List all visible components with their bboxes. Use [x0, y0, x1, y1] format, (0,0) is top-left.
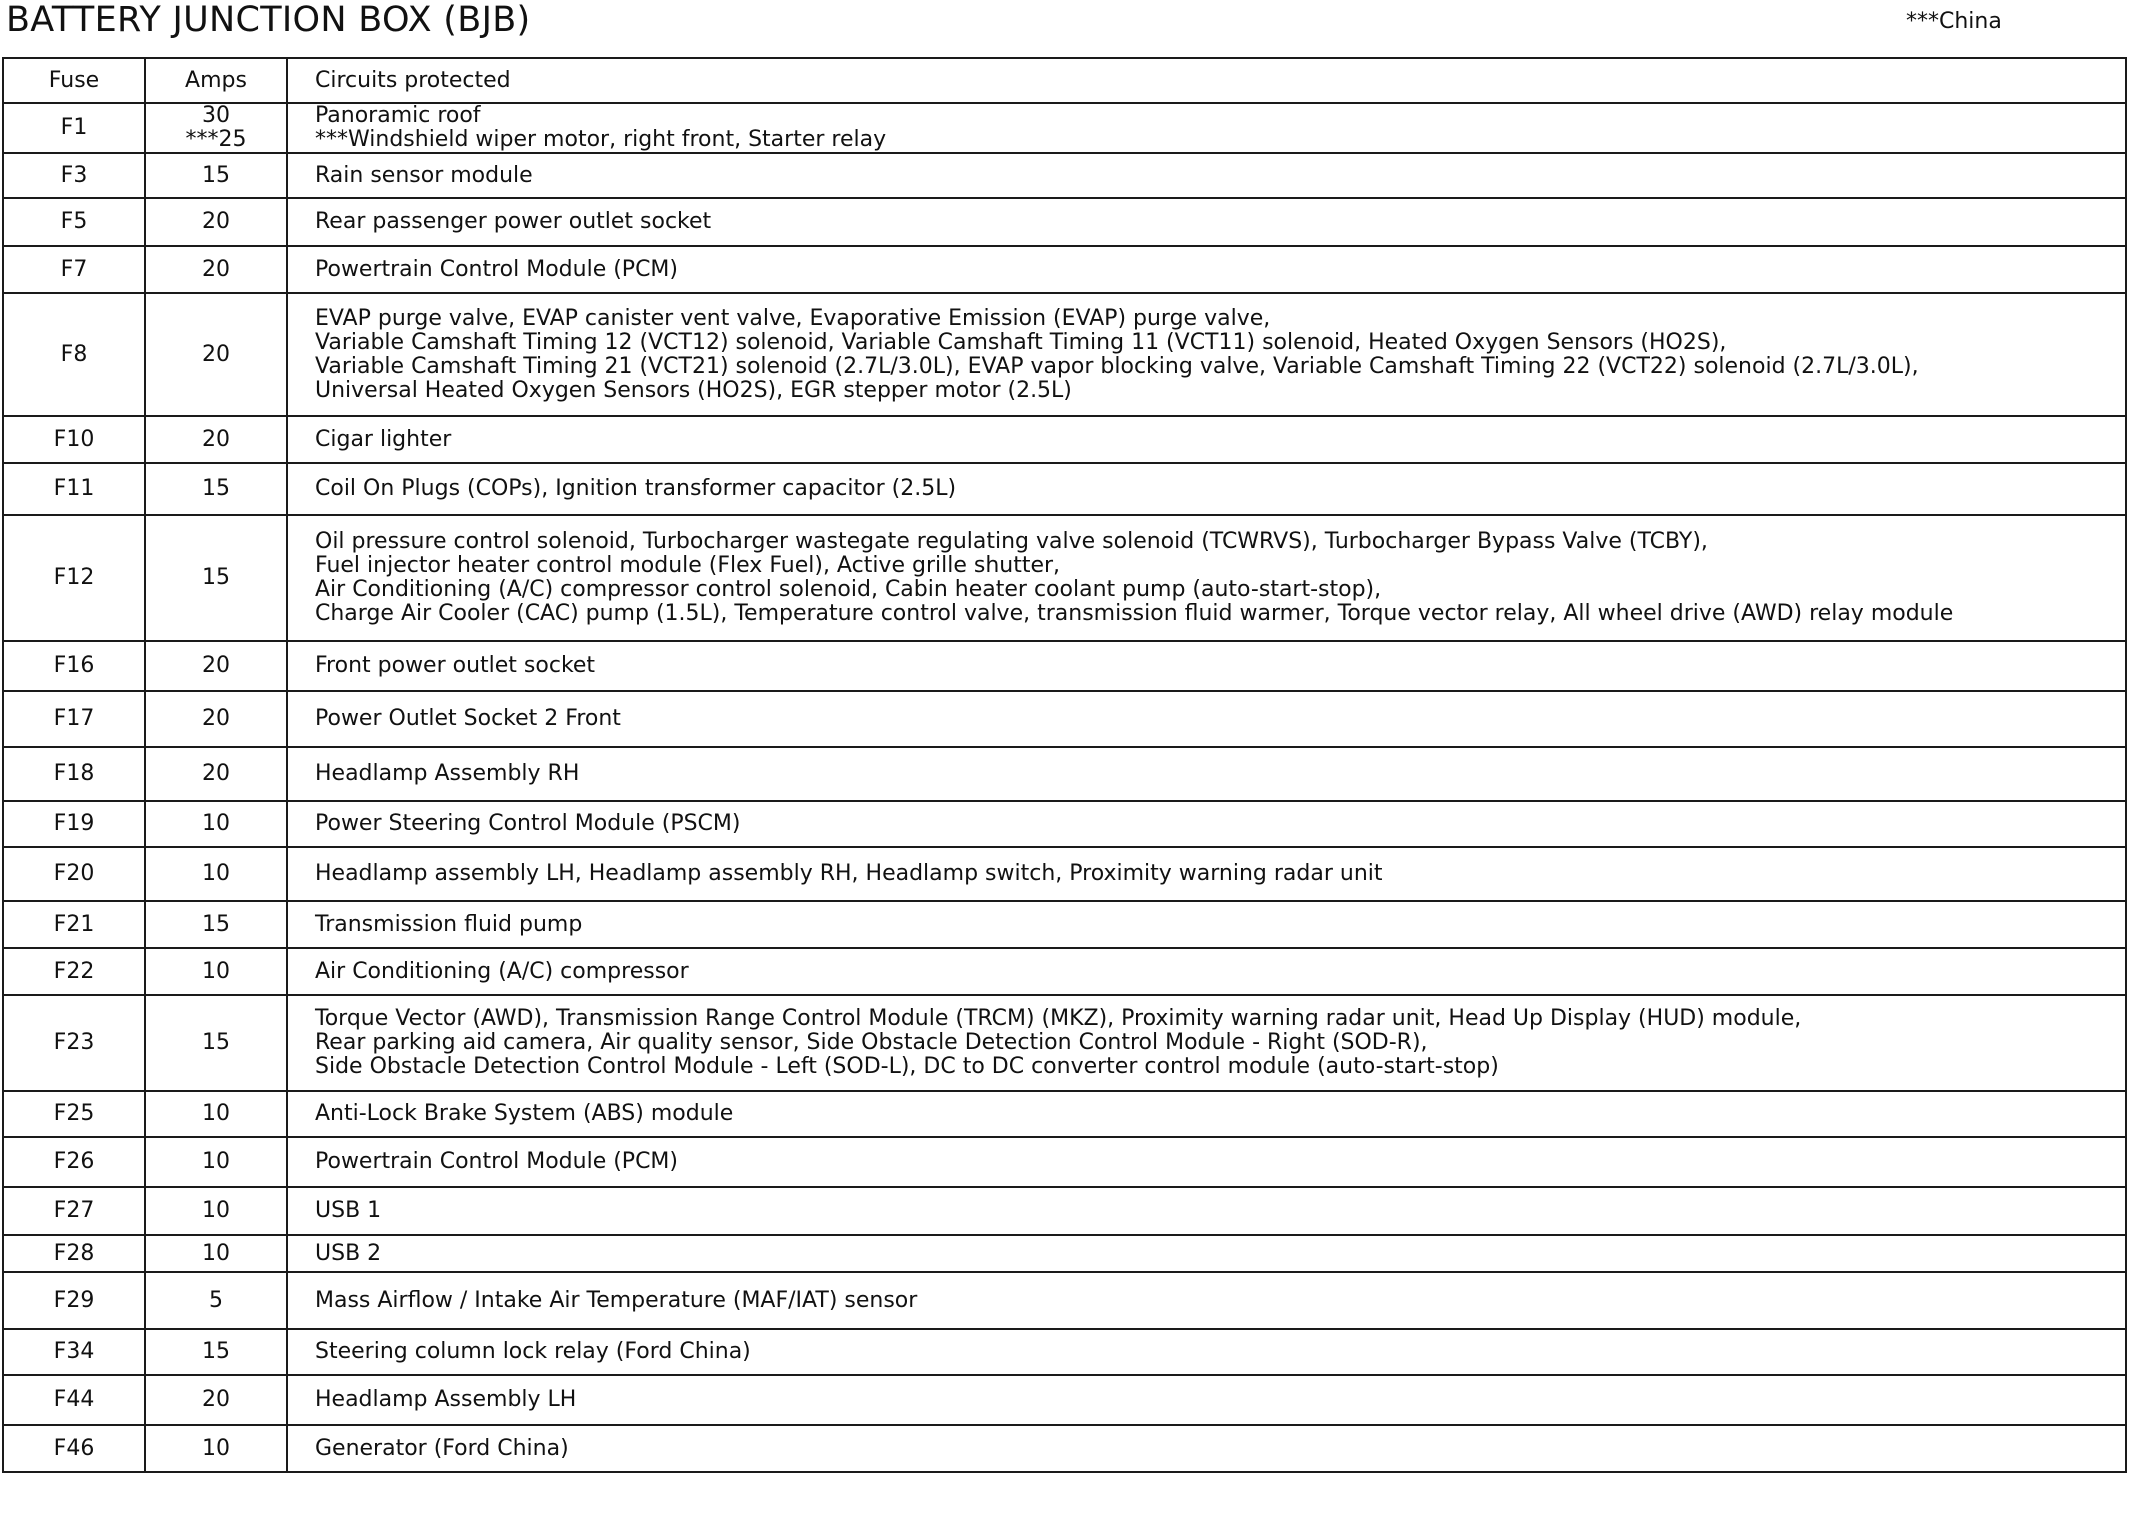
amps-value: 30	[202, 103, 230, 128]
amps-value: 10	[202, 1149, 230, 1174]
table-row	[3, 153, 2126, 198]
amps-value: 20	[202, 761, 230, 786]
amps-value: 15	[202, 162, 230, 188]
amps-value: 10	[202, 958, 230, 984]
circuits-cell	[287, 1375, 2126, 1425]
circuits-cell	[287, 515, 2126, 641]
fuse-cell: F46	[3, 1425, 145, 1472]
circuit-line: Cigar lighter	[315, 426, 452, 452]
fuse-cell: F11	[3, 463, 145, 515]
fuse-cell: F16	[3, 641, 145, 691]
fuse-cell: F8	[3, 293, 145, 416]
fuse-cell: F12	[3, 515, 145, 641]
table-row	[3, 515, 2126, 641]
circuit-line: Universal Heated Oxygen Sensors (HO2S), EGR stepper motor (2.5L)	[315, 377, 1072, 403]
fuse-cell: F19	[3, 801, 145, 847]
amps-cell	[145, 1137, 287, 1187]
table-row	[3, 995, 2126, 1091]
circuit-line: EVAP purge valve, EVAP canister vent valve, Evaporative Emission (EVAP) purge valve,	[315, 305, 1271, 331]
fuse-cell: F28	[3, 1235, 145, 1272]
circuits-cell	[287, 747, 2126, 801]
amps-value: 15	[202, 1339, 230, 1364]
circuit-line: Power Outlet Socket 2 Front	[315, 706, 621, 731]
table-row	[3, 463, 2126, 515]
table-row	[3, 901, 2126, 948]
table-row	[3, 1187, 2126, 1235]
amps-cell	[145, 293, 287, 416]
table-row	[3, 1329, 2126, 1375]
amps-cell	[145, 995, 287, 1091]
amps-cell	[145, 1187, 287, 1235]
circuit-line: Coil On Plugs (COPs), Ignition transformer capacitor (2.5L)	[315, 476, 957, 501]
circuits-cell	[287, 801, 2126, 847]
amps-value: 15	[202, 476, 230, 501]
fuse-cell: F3	[3, 153, 145, 198]
amps-cell	[145, 641, 287, 691]
fuse-cell: F7	[3, 246, 145, 293]
amps-cell	[145, 1235, 287, 1272]
circuits-cell	[287, 463, 2126, 515]
amps-cell	[145, 691, 287, 747]
fuse-rows	[3, 103, 2126, 1472]
amps-cell	[145, 1329, 287, 1375]
circuits-cell	[287, 847, 2126, 901]
amps-value: 10	[202, 1240, 230, 1266]
circuit-line: Torque Vector (AWD), Transmission Range Control Module (TRCM) (MKZ), Proximity warning radar unit, Head Up Display (HUD) module,	[315, 1006, 1802, 1031]
fuse-cell: F26	[3, 1137, 145, 1187]
fuse-cell: F21	[3, 901, 145, 948]
amps-cell	[145, 801, 287, 847]
amps-value: 20	[202, 1387, 230, 1412]
table-row	[3, 246, 2126, 293]
circuits-cell	[287, 1329, 2126, 1375]
circuit-line: Panoramic roof	[315, 103, 481, 128]
fuse-cell: F22	[3, 948, 145, 995]
table-row	[3, 847, 2126, 901]
circuits-cell	[287, 1091, 2126, 1137]
table-row	[3, 293, 2126, 416]
table-row	[3, 1235, 2126, 1272]
amps-value: 15	[202, 1030, 230, 1055]
fuse-cell: F20	[3, 847, 145, 901]
circuits-cell	[287, 1235, 2126, 1272]
circuit-line: Oil pressure control solenoid, Turbocharger wastegate regulating valve solenoid (TCWRVS), Turbocharger Bypass Valve (TCBY),	[315, 529, 1708, 554]
table-row	[3, 948, 2126, 995]
amps-cell	[145, 246, 287, 293]
circuits-cell	[287, 1137, 2126, 1187]
amps-value: 20	[202, 209, 230, 234]
circuit-line: Mass Airflow / Intake Air Temperature (MAF/IAT) sensor	[315, 1287, 918, 1313]
circuits-cell	[287, 641, 2126, 691]
fuse-cell: F1	[3, 103, 145, 153]
amps-value: 10	[202, 861, 230, 886]
table-row	[3, 198, 2126, 246]
amps-cell	[145, 198, 287, 246]
circuit-line: Transmission fluid pump	[315, 911, 583, 937]
circuit-line: Fuel injector heater control module (Flex Fuel), Active grille shutter,	[315, 553, 1061, 578]
table-row	[3, 1272, 2126, 1329]
china-footnote: ***China	[1906, 9, 2002, 34]
circuit-line: Variable Camshaft Timing 12 (VCT12) solenoid, Variable Camshaft Timing 11 (VCT11) solenoid, Heated Oxygen Sensors (HO2S),	[315, 329, 1727, 355]
page-title: BATTERY JUNCTION BOX (BJB)	[6, 0, 531, 40]
table-row	[3, 416, 2126, 463]
circuit-line: Steering column lock relay (Ford China)	[315, 1339, 751, 1364]
table-row	[3, 1091, 2126, 1137]
fuse-cell: F27	[3, 1187, 145, 1235]
amps-value: ***25	[185, 127, 247, 152]
circuit-line: Charge Air Cooler (CAC) pump (1.5L), Temperature control valve, transmission fluid warmer, Torque vector relay, All wheel drive (AWD) relay module	[315, 601, 1954, 626]
amps-cell	[145, 1425, 287, 1472]
amps-cell	[145, 847, 287, 901]
circuit-line: Headlamp Assembly RH	[315, 761, 580, 786]
fuse-cell: F10	[3, 416, 145, 463]
table-row	[3, 747, 2126, 801]
fuse-table	[2, 57, 2127, 1473]
circuits-cell	[287, 416, 2126, 463]
amps-value: 20	[202, 341, 230, 367]
amps-cell	[145, 103, 287, 153]
amps-cell	[145, 1272, 287, 1329]
amps-value: 20	[202, 706, 230, 731]
header-fuse: Fuse	[3, 58, 145, 103]
circuits-cell	[287, 1272, 2126, 1329]
circuits-cell	[287, 901, 2126, 948]
table-row	[3, 1425, 2126, 1472]
circuit-line: Powertrain Control Module (PCM)	[315, 1149, 678, 1174]
amps-cell	[145, 515, 287, 641]
fuse-cell: F17	[3, 691, 145, 747]
circuit-line: Headlamp Assembly LH	[315, 1387, 577, 1412]
amps-value: 5	[209, 1287, 223, 1313]
circuits-cell	[287, 293, 2126, 416]
circuit-line: Air Conditioning (A/C) compressor	[315, 958, 689, 984]
amps-cell	[145, 463, 287, 515]
circuit-line: Anti-Lock Brake System (ABS) module	[315, 1101, 734, 1126]
circuits-cell	[287, 198, 2126, 246]
circuits-cell	[287, 1425, 2126, 1472]
circuit-line: Rain sensor module	[315, 162, 533, 188]
circuits-cell	[287, 103, 2126, 153]
amps-value: 10	[202, 1101, 230, 1126]
amps-value: 10	[202, 1435, 230, 1461]
amps-value: 20	[202, 426, 230, 452]
table-row	[3, 691, 2126, 747]
amps-cell	[145, 948, 287, 995]
table-row	[3, 1375, 2126, 1425]
circuits-cell	[287, 1187, 2126, 1235]
amps-cell	[145, 1375, 287, 1425]
circuit-line: Rear passenger power outlet socket	[315, 209, 712, 234]
circuit-line: USB 2	[315, 1240, 382, 1266]
circuit-line: Rear parking aid camera, Air quality sensor, Side Obstacle Detection Control Module - Right (SOD-R),	[315, 1030, 1428, 1055]
circuit-line: Generator (Ford China)	[315, 1435, 569, 1461]
circuit-line: Powertrain Control Module (PCM)	[315, 256, 678, 282]
circuit-line: Air Conditioning (A/C) compressor control solenoid, Cabin heater coolant pump (auto-start-stop),	[315, 577, 1382, 602]
amps-value: 10	[202, 811, 230, 836]
amps-value: 20	[202, 653, 230, 678]
circuits-cell	[287, 246, 2126, 293]
circuit-line: ***Windshield wiper motor, right front, Starter relay	[315, 127, 887, 152]
circuit-line: Front power outlet socket	[315, 653, 596, 678]
table-header-row	[3, 58, 2126, 103]
circuit-line: Variable Camshaft Timing 21 (VCT21) solenoid (2.7L/3.0L), EVAP vapor blocking valve, Variable Camshaft Timing 22 (VCT22) solenoid (2.7L/3.0L),	[315, 353, 1919, 379]
table-row	[3, 1137, 2126, 1187]
circuits-cell	[287, 153, 2126, 198]
amps-value: 15	[202, 565, 230, 590]
circuit-line: USB 1	[315, 1198, 382, 1223]
amps-cell	[145, 901, 287, 948]
fuse-cell: F25	[3, 1091, 145, 1137]
table-row	[3, 641, 2126, 691]
header-circuits: Circuits protected	[287, 58, 2126, 103]
fuse-cell: F5	[3, 198, 145, 246]
circuits-cell	[287, 995, 2126, 1091]
circuits-cell	[287, 691, 2126, 747]
amps-cell	[145, 153, 287, 198]
fuse-cell: F34	[3, 1329, 145, 1375]
amps-cell	[145, 416, 287, 463]
fuse-cell: F44	[3, 1375, 145, 1425]
circuit-line: Power Steering Control Module (PSCM)	[315, 811, 741, 836]
circuit-line: Headlamp assembly LH, Headlamp assembly RH, Headlamp switch, Proximity warning radar unit	[315, 861, 1383, 886]
amps-value: 15	[202, 911, 230, 937]
table-row	[3, 103, 2126, 153]
header-amps: Amps	[145, 58, 287, 103]
amps-cell	[145, 1091, 287, 1137]
amps-value: 20	[202, 256, 230, 282]
circuits-cell	[287, 948, 2126, 995]
circuit-line: Side Obstacle Detection Control Module - Left (SOD-L), DC to DC converter control module (auto-start-stop)	[315, 1054, 1499, 1079]
amps-cell	[145, 747, 287, 801]
fuse-cell: F29	[3, 1272, 145, 1329]
fuse-cell: F23	[3, 995, 145, 1091]
fuse-cell: F18	[3, 747, 145, 801]
amps-value: 10	[202, 1198, 230, 1223]
table-row	[3, 801, 2126, 847]
